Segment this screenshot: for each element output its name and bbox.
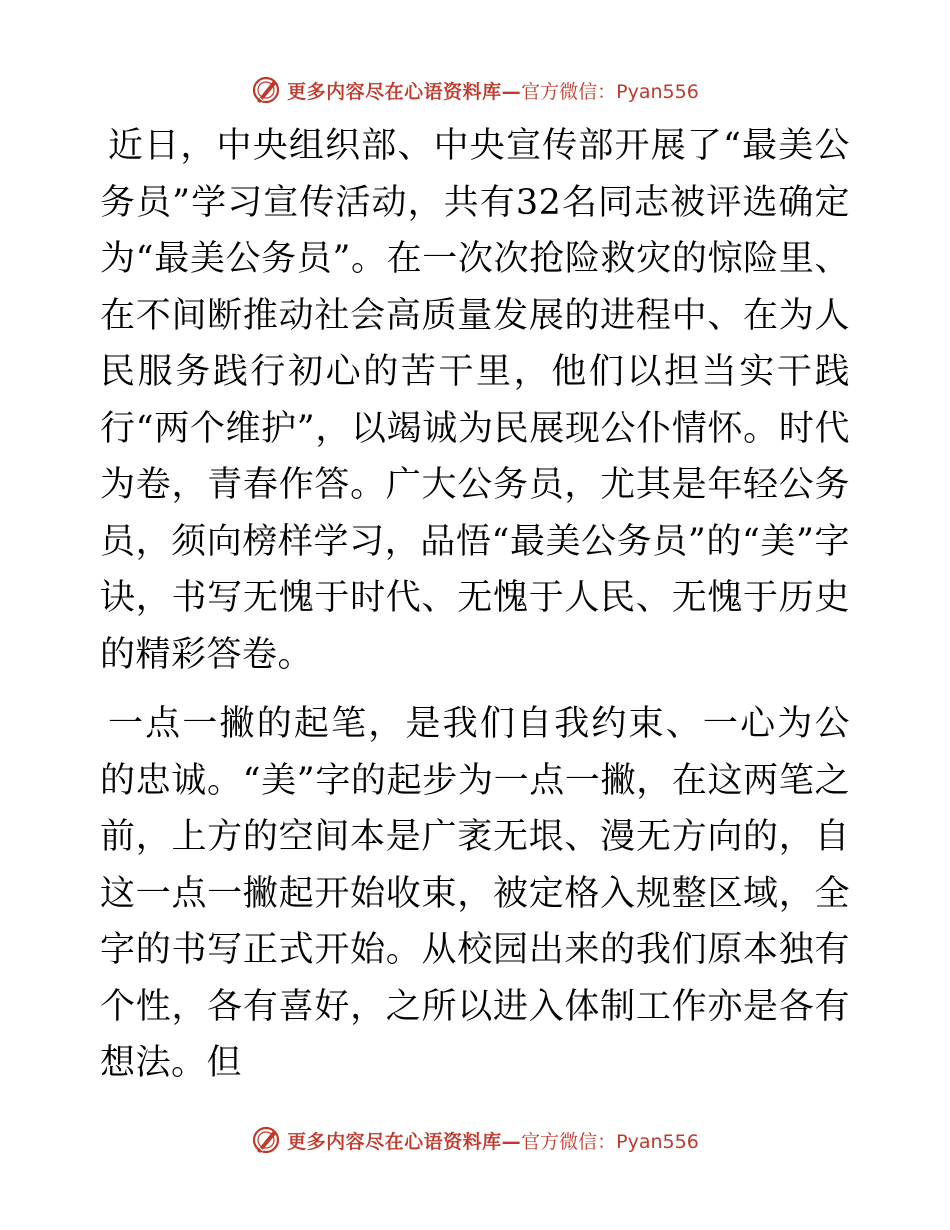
quill-seal-icon xyxy=(251,75,281,105)
footer-brand-text: 更多内容尽在心语资料库— xyxy=(287,1130,522,1153)
footer-watermark xyxy=(0,1120,950,1160)
header-brand-text: 更多内容尽在心语资料库— xyxy=(287,80,522,103)
article-body xyxy=(100,118,850,1092)
paragraph-2: 一点一撇的起笔，是我们自我约束、一心为公的忠诚。“美”字的起步为一点一撇，在这两笔之前，上方的空间本是广袤无垠、漫无方向的，自这一点一撇起开始收束，被定格入规整区域，全字的书写正式开始。从校园出来的我们原本独有个性，各有喜好，之所以进入体制工作亦是各有想法。但 xyxy=(100,704,850,1083)
quill-seal-icon xyxy=(251,1125,281,1155)
paragraph-1: 近日，中央组织部、中央宣传部开展了“最美公务员”学习宣传活动，共有32名同志被评选确定为“最美公务员”。在一次次抢险救灾的惊险里、在不间断推动社会高质量发展的进程中、在为人民服务践行初心的苦干里，他们以担当实干践行“两个维护”，以竭诚为民展现公仆情怀。时代为卷，青春作答。广大公务员，尤其是年轻公务员，须向榜样学习，品悟“最美公务员”的“美”字诀，书写无愧于时代、无愧于人民、无愧于历史的精彩答卷。 xyxy=(100,126,850,675)
footer-wechat-text: 官方微信：Pyan556 xyxy=(521,1130,699,1153)
header-wechat-text: 官方微信：Pyan556 xyxy=(521,80,699,103)
header-watermark xyxy=(0,70,950,110)
